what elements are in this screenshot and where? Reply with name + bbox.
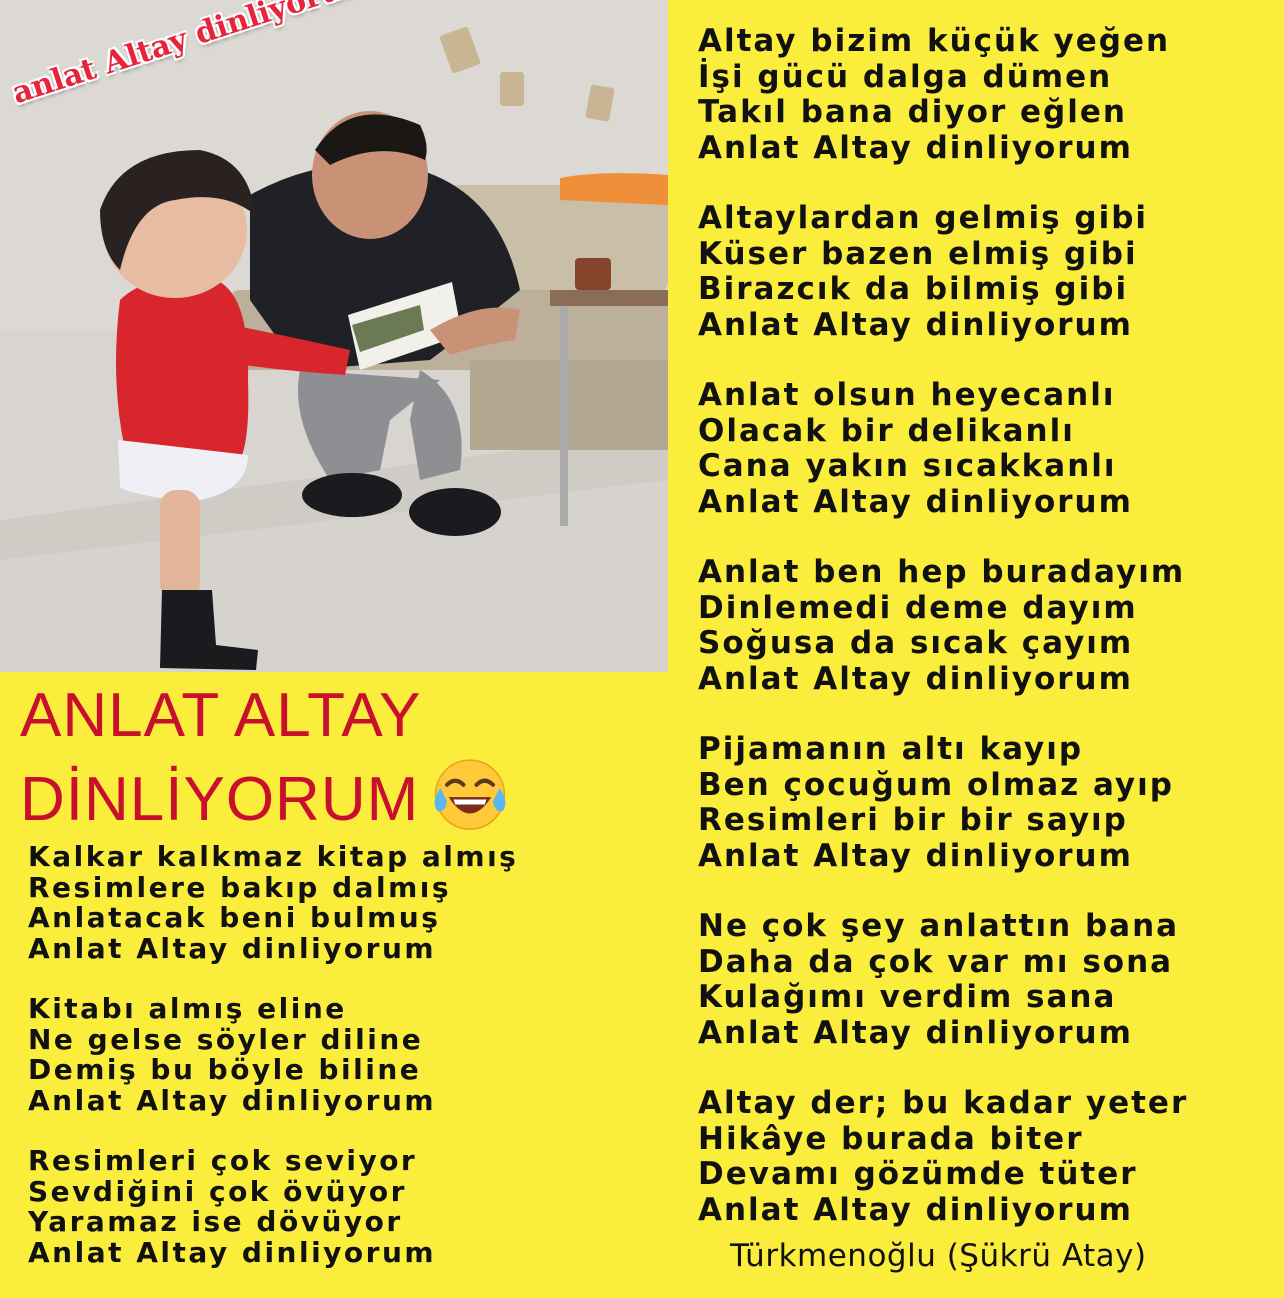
author-signature: Türkmenoğlu (Şükrü Atay) [730, 1238, 1147, 1274]
poem-line: Kulağımı verdim sana [698, 979, 1117, 1015]
poem-line: Devamı gözümde tüter [698, 1156, 1138, 1192]
poem-line: Sevdiğini çok övüyor [28, 1174, 407, 1208]
stanza [698, 732, 1278, 874]
right-stanzas [698, 24, 1278, 1263]
poem-line: Takıl bana diyor eğlen [698, 94, 1127, 130]
poem-line: Anlat Altay dinliyorum [698, 483, 1133, 520]
poem-line: Dinlemedi deme dayım [698, 589, 1138, 626]
poem-line: Soğusa da sıcak çayım [698, 625, 1134, 661]
poem-line: Hikâye burada biter [698, 1120, 1084, 1157]
stanza [28, 994, 668, 1116]
poem-line: Anlat Altay dinliyorum [28, 1235, 437, 1269]
poem-line: Ne çok şey anlattın bana [698, 908, 1180, 944]
stanza [28, 842, 668, 964]
stanza [698, 909, 1278, 1051]
poem-line: Resimlere bakıp dalmış [28, 870, 452, 904]
poem-line: Ne gelse söyler diline [28, 1022, 424, 1056]
poem-line: Resimleri çok seviyor [28, 1144, 418, 1177]
poem-line: Pijamanın altı kayıp [698, 731, 1084, 767]
poem-line: Altay bizim küçük yeğen [698, 23, 1171, 59]
poem-line: İşi gücü dalga dümen [698, 58, 1113, 95]
poem-line: Anlat Altay dinliyorum [698, 1014, 1133, 1051]
stanza [698, 555, 1278, 697]
poem-line: Kalkar kalkmaz kitap almış [28, 840, 519, 873]
left-stanzas [28, 842, 668, 1298]
poem-line: Anlat Altay dinliyorum [698, 306, 1133, 343]
poem-line: Ben çocuğum olmaz ayıp [698, 766, 1174, 803]
poem-line: Birazcık da bilmiş gibi [698, 271, 1129, 307]
stanza [698, 378, 1278, 520]
poem-line: Kitabı almış eline [28, 992, 347, 1025]
poem-line: Anlat Altay dinliyorum [698, 660, 1133, 697]
stanza [698, 201, 1278, 343]
poem-line: Altaylardan gelmiş gibi [698, 200, 1149, 236]
stanza [28, 1146, 668, 1268]
photo-illustration [0, 0, 668, 672]
poem-line: Olacak bir delikanlı [698, 412, 1075, 449]
poem-line: Yaramaz ise dövüyor [28, 1205, 403, 1238]
poem-line: Anlat ben hep buradayım [698, 554, 1186, 590]
poem-line: Anlat Altay dinliyorum [698, 1191, 1133, 1228]
poem-line: Küser bazen elmiş gibi [698, 235, 1138, 272]
poem-line: Demiş bu böyle biline [28, 1053, 422, 1086]
poem-line: Anlat Altay dinliyorum [28, 931, 437, 965]
poem-line: Resimleri bir bir sayıp [698, 802, 1128, 838]
poem-title [20, 680, 660, 836]
title-line-1: ANLAT ALTAY [20, 681, 422, 750]
stanza [698, 1086, 1278, 1228]
poem-line: Altay der; bu kadar yeter [698, 1085, 1189, 1121]
poem-line: Cana yakın sıcakkanlı [698, 448, 1117, 484]
title-line-2: DİNLİYORUM [20, 752, 660, 836]
poem-line: Anlat Altay dinliyorum [698, 837, 1133, 874]
laughing-tears-emoji-icon [429, 752, 511, 834]
poem-line: Daha da çok var mı sona [698, 943, 1174, 980]
poem-line: Anlatacak beni bulmuş [28, 901, 441, 934]
photo [0, 0, 668, 672]
poem-line: Anlat Altay dinliyorum [698, 129, 1133, 166]
poem-line: Anlat olsun heyecanlı [698, 377, 1116, 413]
stanza [698, 24, 1278, 166]
poem-line: Anlat Altay dinliyorum [28, 1083, 437, 1117]
